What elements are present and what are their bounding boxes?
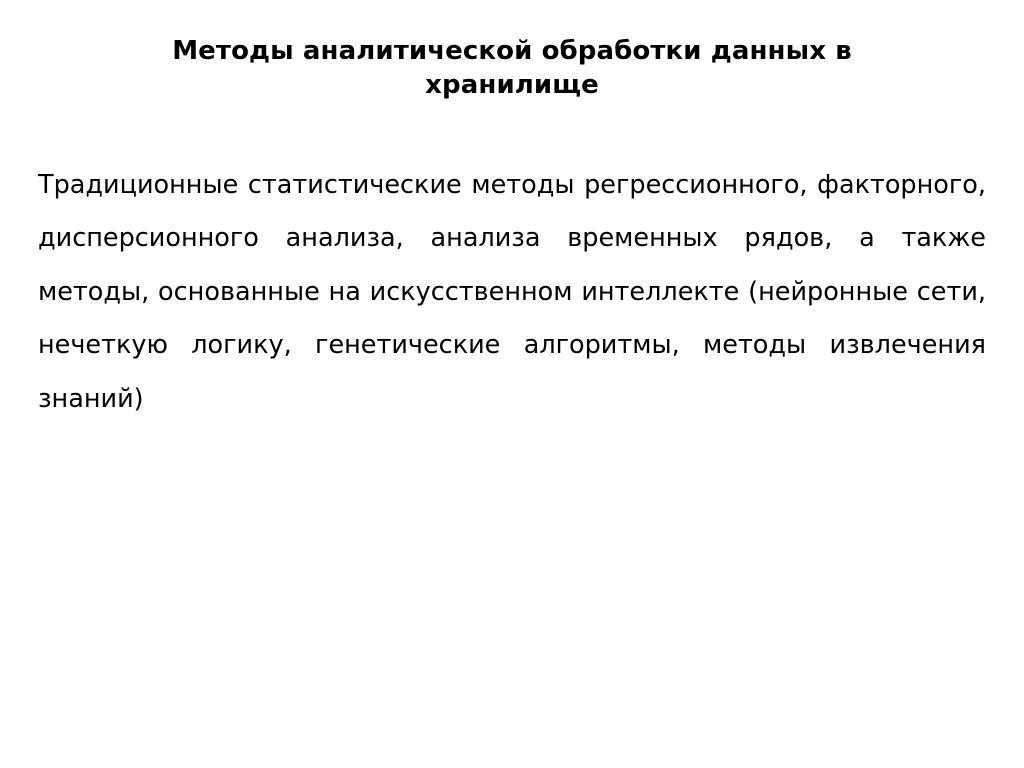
body-paragraph: Традиционные статистические методы регрессионного, факторного, дисперсионного анализа, анализа временных рядов, а также методы, основанные на искусственном интеллекте (нейронные сети, нечеткую логику, генетические алгоритмы, методы извлечения знаний) xyxy=(38,169,986,414)
page-title: Методы аналитической обработки данных в хранилище xyxy=(172,36,852,101)
slide-body xyxy=(36,159,988,427)
